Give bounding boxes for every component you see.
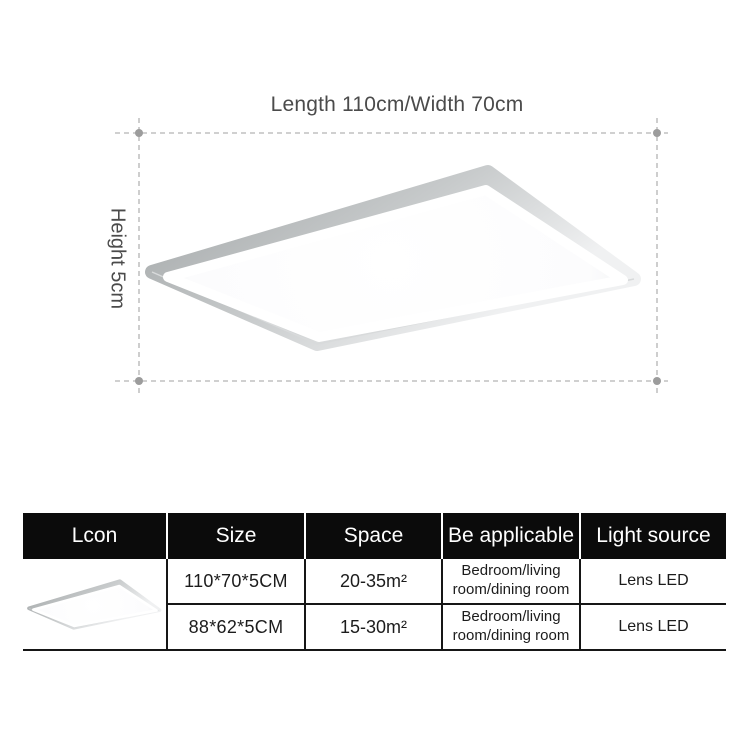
- spec-table-header-row: [23, 513, 726, 559]
- header-applicable-column: Be applicable: [442, 513, 580, 559]
- space-cell: 20-35m²: [305, 559, 442, 604]
- size-cell: 88*62*5CM: [167, 604, 305, 650]
- height-dimension-label: Height 5cm: [106, 207, 129, 310]
- ceiling-lamp-icon: [26, 578, 163, 631]
- light-source-cell: Lens LED: [580, 559, 726, 604]
- ceiling-lamp-image: [152, 172, 634, 344]
- space-cell: 15-30m²: [305, 604, 442, 650]
- size-cell: 110*70*5CM: [167, 559, 305, 604]
- table-row: [23, 559, 726, 604]
- header-icon-column: Lcon: [23, 513, 167, 559]
- applicable-cell: Bedroom/living room/dining room: [442, 559, 580, 604]
- header-light-source-column: Light source: [580, 513, 726, 559]
- header-size-column: Size: [167, 513, 305, 559]
- lamp-icon-cell: [23, 559, 167, 650]
- applicable-cell: Bedroom/living room/dining room: [442, 604, 580, 650]
- header-space-column: Space: [305, 513, 442, 559]
- length-dimension-label: Length 110cm/Width 70cm: [270, 93, 524, 116]
- light-source-cell: Lens LED: [580, 604, 726, 650]
- spec-table: [23, 513, 726, 651]
